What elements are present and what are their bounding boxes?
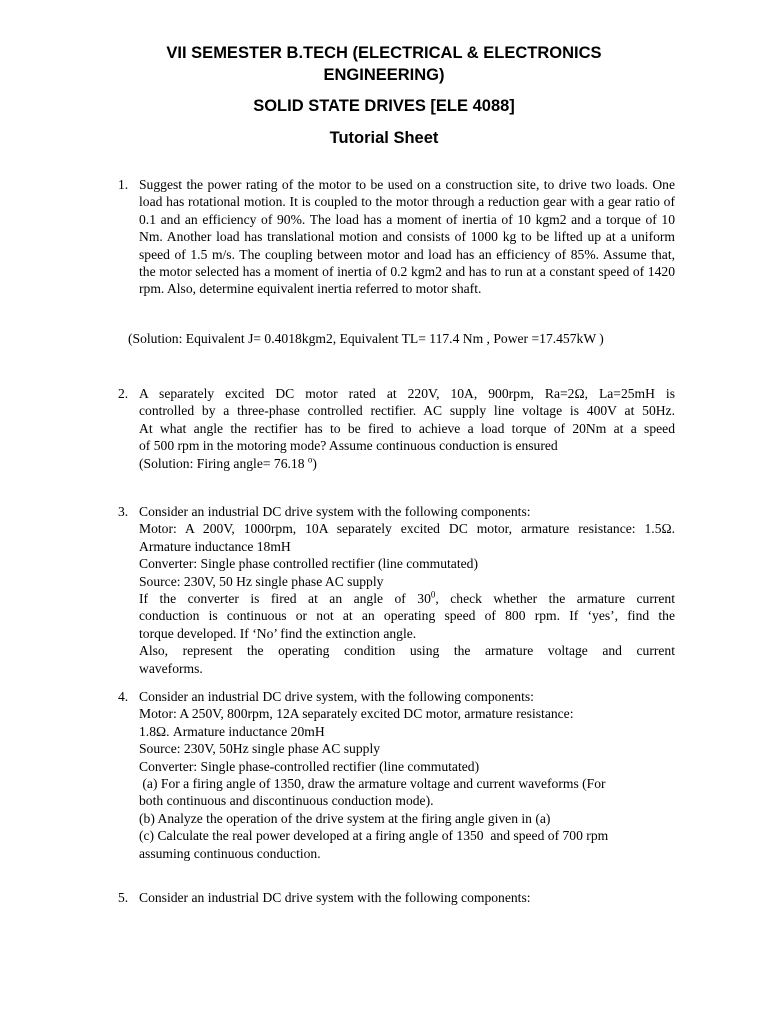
question-3-line: waveforms. — [139, 660, 203, 676]
question-2-line: controlled by a three-phase controlled rectifier. AC supply line voltage is 400V at 50Hz. — [139, 403, 675, 419]
header-line-2: ENGINEERING) — [323, 66, 445, 84]
question-2-number: 2. — [118, 386, 129, 401]
question-1-text: Suggest the power rating of the motor to be used on a construction site, to drive two loads. One load has rotational motion. It is coupled to the motor through a reduction gear with a gear ratio of 0.1 and an efficiency of 90%. The load has a moment of inertia of 10 kgm2 and a torque of 10 Nm. Another load has translational motion and consists of 1000 kg to be lifted up at a uniform speed of 1.5 m/s. The coupling between motor and load has an efficiency of 85%. Assume that, the motor selected has a moment of inertia of 0.2 kgm2 and has to run at a constant speed of 1420 rpm. Also, determine equivalent inertia referred to motor shaft. — [139, 177, 675, 297]
question-2-line: of 500 rpm in the motoring mode? Assume continuous conduction is ensured — [139, 438, 558, 454]
question-4-line: both continuous and discontinuous conduction mode). — [139, 793, 434, 809]
document-header — [0, 42, 768, 86]
question-4-line: (a) For a firing angle of 1350, draw the armature voltage and current waveforms (For — [139, 776, 606, 792]
question-4-line: (c) Calculate the real power developed at a firing angle of 1350 and speed of 700 rpm — [139, 828, 609, 844]
question-5-number: 5. — [118, 890, 129, 905]
question-1-number: 1. — [118, 177, 129, 192]
question-2-line: At what angle the rectifier has to be fired to achieve a load torque of 20Nm at a speed — [139, 420, 675, 436]
question-3-line: Armature inductance 18mH — [139, 538, 291, 554]
question-4-line: (b) Analyze the operation of the drive system at the firing angle given in (a) — [139, 810, 551, 826]
question-3-line: Also, represent the operating condition using the armature voltage and current — [139, 643, 675, 659]
question-2-solution: (Solution: Firing angle= 76.18 $^o$) — [139, 454, 317, 471]
question-3-text — [139, 503, 675, 677]
question-1-solution: (Solution: Equivalent J= 0.4018kgm2, Equivalent TL= 117.4 Nm , Power =17.457kW ) — [128, 331, 604, 346]
question-4-line: Converter: Single phase-controlled rectifier (line commutated) — [139, 758, 480, 774]
question-5-text — [139, 889, 675, 906]
question-2-text — [139, 385, 675, 472]
question-4-line: 1.8Ω. Armature inductance 20mH — [139, 723, 325, 739]
question-3-firing-line: If the converter is fired at an angle of $30^0$, check whether the armature current — [139, 589, 675, 607]
header-line-1: VII SEMESTER B.TECH (ELECTRICAL & ELECTRONICS — [166, 44, 602, 62]
question-3-line: Source: 230V, 50 Hz single phase AC supply — [139, 573, 384, 589]
question-4-line: Motor: A 250V, 800rpm, 12A separately excited DC motor, armature resistance: — [139, 706, 574, 722]
question-4-line: Source: 230V, 50Hz single phase AC supply — [139, 741, 381, 757]
question-4-line: Consider an industrial DC drive system, with the following components: — [139, 689, 534, 704]
question-3-line: Motor: A 200V, 1000rpm, 10A separately excited DC motor, armature resistance: 1.5Ω. — [139, 521, 675, 537]
question-4-number: 4. — [118, 689, 129, 704]
question-3-line: Consider an industrial DC drive system with the following components: — [139, 504, 531, 519]
course-title: SOLID STATE DRIVES [ELE 4088] — [253, 97, 515, 115]
sheet-subtitle: Tutorial Sheet — [329, 129, 439, 147]
question-3-line: torque developed. If ‘No’ find the extinction angle. — [139, 625, 417, 641]
question-3-line: conduction is continuous or not at an operating speed of 800 rpm. If ‘yes’, find the — [139, 608, 675, 624]
question-4-text — [139, 688, 675, 862]
question-4-line: assuming continuous conduction. — [139, 845, 321, 861]
question-3-line: Converter: Single phase controlled rectifier (line commutated) — [139, 556, 478, 572]
question-3-number: 3. — [118, 504, 129, 519]
question-5-line: Consider an industrial DC drive system with the following components: — [139, 890, 531, 905]
question-2-line: A separately excited DC motor rated at 220V, 10A, 900rpm, Ra=2Ω, La=25mH is — [139, 386, 675, 401]
